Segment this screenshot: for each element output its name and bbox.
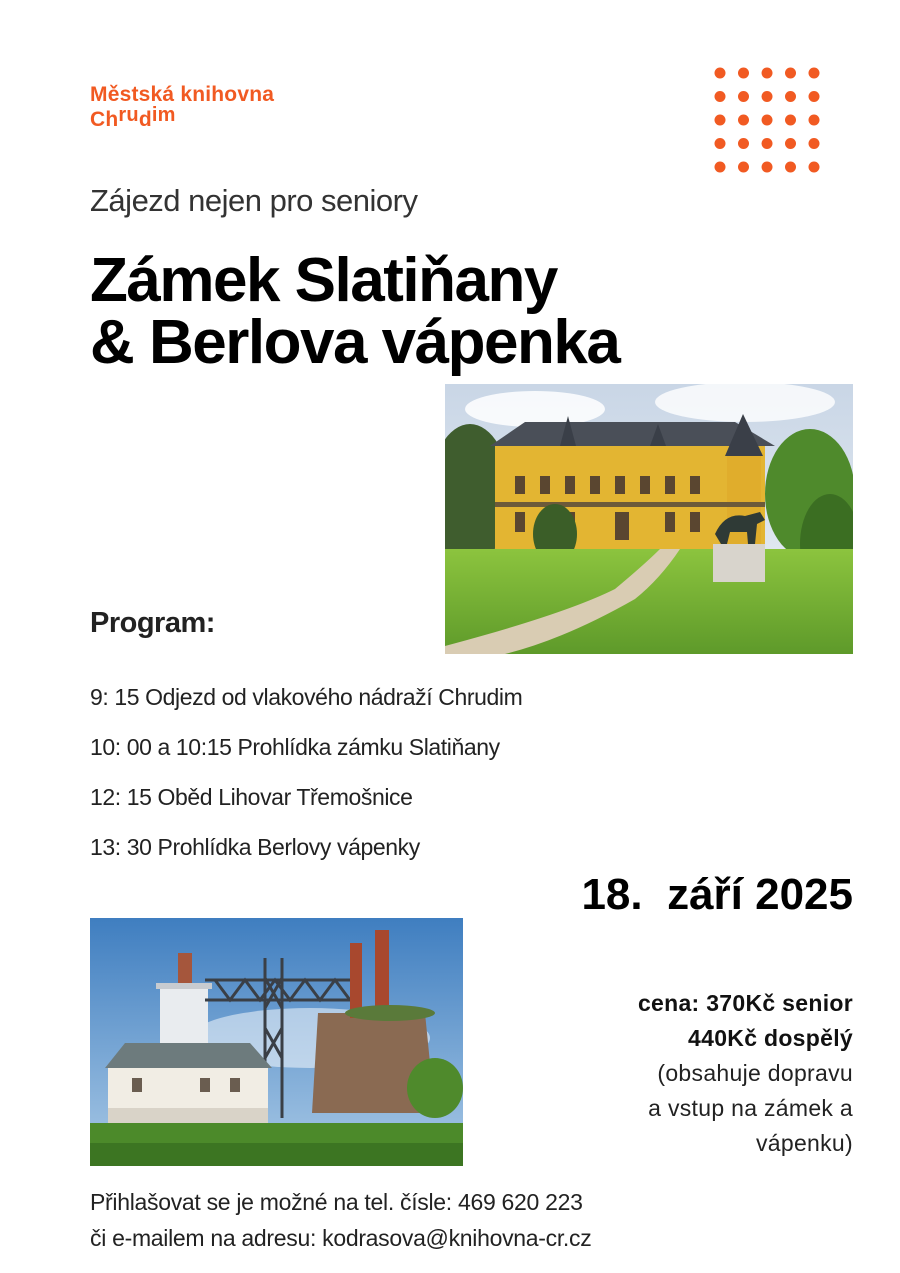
decorative-dot: [809, 138, 820, 149]
title-line2: & Berlova vápenka: [90, 308, 620, 377]
decorative-dot: [762, 138, 773, 149]
decorative-dot: [738, 68, 749, 79]
decorative-dot: [738, 138, 749, 149]
decorative-dot: [785, 162, 796, 173]
price-note-line1: (obsahuje dopravu: [657, 1060, 853, 1086]
price-senior-text: cena: 370Kč senior: [637, 990, 853, 1016]
decorative-dot: [738, 115, 749, 126]
subtitle: Zájezd nejen pro seniory: [90, 183, 418, 218]
decorative-dot: [715, 115, 726, 126]
price-note-line3: vápenku): [755, 1130, 853, 1156]
library-logo: [90, 82, 274, 133]
decorative-dot: [738, 91, 749, 102]
event-date: 18. září 2025: [581, 870, 853, 919]
page-title: [90, 246, 620, 377]
decorative-dot: [809, 68, 820, 79]
decorative-dot: [809, 115, 820, 126]
logo-part-a: Ch: [90, 108, 119, 131]
price-block: [638, 986, 853, 1161]
logo-part-b: ru: [118, 104, 139, 126]
logo-part-d: im: [151, 104, 176, 126]
decorative-dot: [715, 68, 726, 79]
logo-part-c: d: [138, 108, 152, 131]
decorative-dot: [785, 91, 796, 102]
program-item: 9: 15 Odjezd od vlakového nádraží Chrudim: [90, 684, 523, 710]
program-list: [90, 680, 522, 880]
price-adult-text: 440Kč dospělý: [688, 1025, 853, 1051]
decorative-dot: [715, 91, 726, 102]
decorative-dot: [785, 138, 796, 149]
decorative-dot: [762, 68, 773, 79]
program-item: 12: 15 Oběd Lihovar Třemošnice: [90, 784, 413, 810]
price-note-line2: a vstup na zámek a: [648, 1095, 853, 1121]
decorative-dot: [809, 162, 820, 173]
price-adult: [638, 1021, 853, 1056]
logo-line2: [90, 104, 274, 133]
contact-email[interactable]: či e-mailem na adresu: kodrasova@knihovna-cr.cz: [90, 1225, 592, 1251]
title-line1: Zámek Slatiňany: [90, 246, 557, 315]
decorative-dot: [809, 91, 820, 102]
contact-info: [90, 1184, 591, 1256]
decorative-dots: [713, 66, 823, 176]
program-item: 13: 30 Prohlídka Berlovy vápenky: [90, 834, 420, 860]
decorative-dot: [762, 91, 773, 102]
decorative-dot: [715, 138, 726, 149]
decorative-dot: [785, 115, 796, 126]
program-item: 10: 00 a 10:15 Prohlídka zámku Slatiňany: [90, 734, 500, 760]
castle-photo: [445, 384, 853, 654]
decorative-dot: [715, 162, 726, 173]
decorative-dot: [785, 68, 796, 79]
lime-kiln-photo: [90, 918, 463, 1166]
contact-phone: Přihlašovat se je možné na tel. čísle: 469 620 223: [90, 1189, 583, 1215]
decorative-dot: [762, 115, 773, 126]
price-senior: [638, 986, 853, 1021]
decorative-dot: [738, 162, 749, 173]
decorative-dot: [762, 162, 773, 173]
logo-line1: Městská knihovna: [90, 83, 275, 106]
program-heading: Program:: [90, 607, 215, 639]
